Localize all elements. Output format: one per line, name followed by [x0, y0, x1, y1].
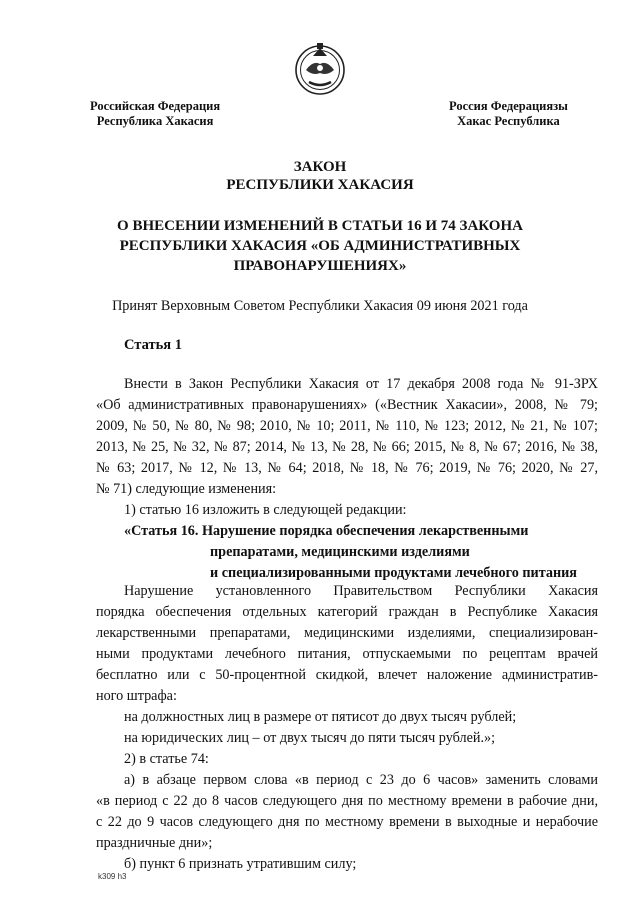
body-line: «Об административных правонарушениях» («Вестник Хакасии», 2008, № 79;: [96, 397, 598, 413]
header-right-line2: Хакас Республика: [457, 114, 560, 128]
para-line: «в период с 22 до 8 часов следующего дня по местному времени в рабочие дни,: [96, 793, 598, 809]
body-line: 1) статью 16 изложить в следующей редакции:: [124, 502, 407, 518]
footer-code: k309 h3: [98, 872, 127, 881]
body-line: 2013, № 25, № 32, № 87; 2014, № 13, № 28, № 66; 2015, № 8, № 67; 2016, № 38,: [96, 439, 598, 455]
subtitle-line1: О ВНЕСЕНИИ ИЗМЕНЕНИЙ В СТАТЬИ 16 И 74 ЗАКОНА: [117, 218, 523, 234]
para-line: на должностных лиц в размере от пятисот до двух тысяч рублей;: [124, 709, 517, 725]
para-line: на юридических лиц – от двух тысяч до пяти тысяч рублей.»;: [124, 730, 496, 746]
law-title-line2: РЕСПУБЛИКИ ХАКАСИЯ: [226, 177, 414, 193]
law-title-line1: ЗАКОН: [293, 159, 347, 175]
header-right: [449, 99, 568, 129]
para-line: ного штрафа:: [96, 688, 177, 704]
header-left: [90, 99, 220, 129]
para-line: с 22 до 9 часов следующего дня по местному времени в выходные и нерабочие: [96, 814, 598, 830]
para-line: а) в абзаце первом слова «в период с 23 до 6 часов» заменить словами: [124, 772, 598, 788]
article16-line2: препаратами, медицинскими изделиями: [210, 544, 470, 560]
khakassia-coat-of-arms-icon: [293, 40, 347, 96]
subtitle-line2: РЕСПУБЛИКИ ХАКАСИЯ «ОБ АДМИНИСТРАТИВНЫХ: [119, 238, 521, 254]
para-line: б) пункт 6 признать утратившим силу;: [124, 856, 357, 872]
article16-line3: и специализированными продуктами лечебного питания: [210, 565, 577, 581]
adopted-statement: Принят Верховным Советом Республики Хакасия 09 июня 2021 года: [112, 298, 528, 314]
article16-line1: «Статья 16. Нарушение порядка обеспечения лекарственными: [124, 523, 529, 539]
body-line: Внести в Закон Республики Хакасия от 17 декабря 2008 года № 91-ЗРХ: [124, 376, 598, 392]
subtitle-line3: ПРАВОНАРУШЕНИЯХ»: [233, 258, 407, 274]
para-line: бесплатно или с 50-процентной скидкой, влечет наложение административ-: [96, 667, 598, 683]
para-line: праздничные дни»;: [96, 835, 213, 851]
para-line: ными продуктами лечебного питания, отпускаемыми по рецептам врачей: [96, 646, 598, 662]
body-line: № 71) следующие изменения:: [96, 481, 277, 497]
para-line: порядка обеспечения отдельных категорий граждан в Республике Хакасия: [96, 604, 598, 620]
header-left-line2: Республика Хакасия: [96, 114, 214, 128]
header-left-line1: Российская Федерация: [90, 99, 221, 113]
para-line: лекарственными препаратами, медицинскими изделиями, специализирован-: [96, 625, 598, 641]
body-line: № 63; 2017, № 12, № 13, № 64; 2018, № 18, № 76; 2019, № 76; 2020, № 27,: [96, 460, 598, 476]
para-line: 2) в статье 74:: [124, 751, 209, 767]
article-heading: Статья 1: [124, 337, 182, 353]
para-line: Нарушение установленного Правительством Республики Хакасия: [124, 583, 598, 599]
header-right-line1: Россия Федерациязы: [449, 99, 568, 113]
body-line: 2009, № 50, № 80, № 98; 2010, № 10; 2011, № 110, № 123; 2012, № 21, № 107;: [96, 418, 598, 434]
